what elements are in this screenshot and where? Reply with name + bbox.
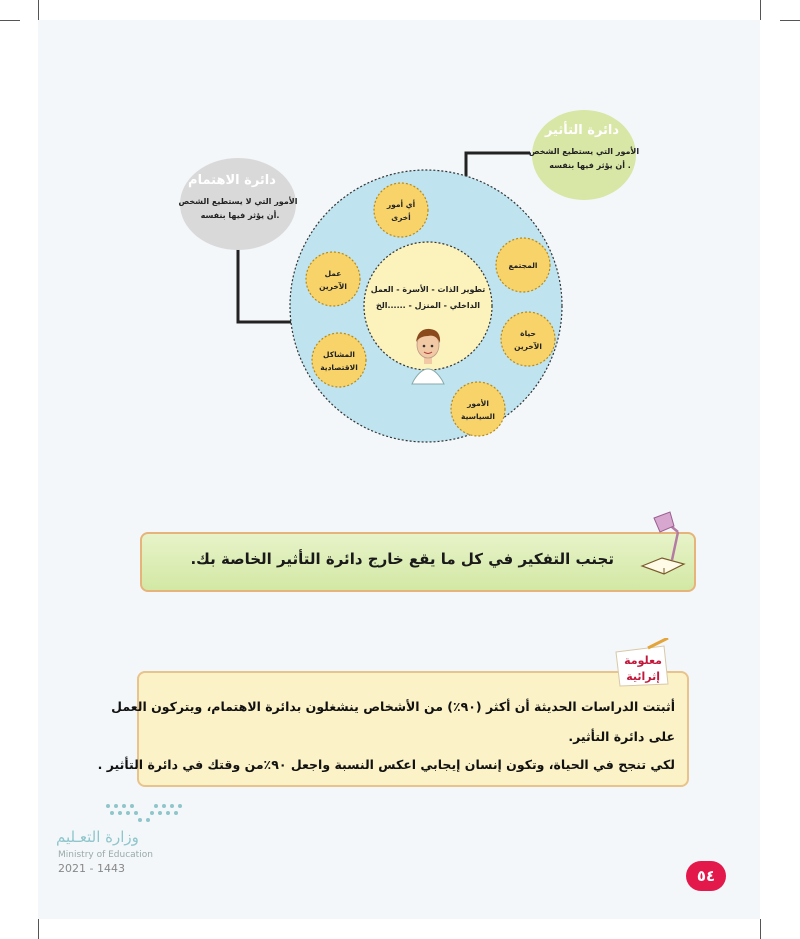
circle-economic-problems [312,333,366,387]
info-box [97,671,689,787]
circle-label: الأمور [467,399,489,408]
circle-label: عمل [324,269,342,278]
influence-title: دائرة التأثير [544,123,620,138]
concern-title: دائرة الاهتمام [188,173,276,188]
center-line2: الداخلي - المنزل - ......الخ [375,301,481,310]
tip-text: تجنب التفكير في كل ما يقع خارج دائرة التأثير الخاصة بك. [190,550,614,568]
ministry-year: 2021 - 1443 [58,862,125,875]
ministry-logo [42,800,202,890]
circle-label: المشاكل [323,350,355,359]
tip-banner [140,532,696,592]
influence-line1: الأمور التي يستطيع الشخص [528,147,640,156]
tag-line-1: معلومة [624,654,662,667]
circle-label: المجتمع [508,261,538,270]
logo-dots-icon [100,800,200,826]
circle-label: أخرى [391,213,411,222]
circle-label: حياة [520,329,536,338]
center-line1: تطوير الذات - الأسرة - العمل [370,285,486,294]
circle-label: الآخرين [319,282,347,291]
lamp-book-icon [632,508,702,578]
tag-line-2: إثرائية [626,670,660,683]
circle-label: السياسية [461,412,495,421]
circle-label: الآخرين [514,342,542,351]
page-number: ٥٤ [686,861,726,891]
info-line-3: لكي تنجح في الحياة، وتكون إنسان إيجابي اعكس النسبة واجعل ٩٠٪من وقتك في دائرة التأثير . [97,757,675,772]
crop-mark [38,919,39,939]
circle-politics [451,382,505,436]
circle-others-work [306,252,360,306]
circle-label: الاقتصادية [320,363,358,372]
concern-line2: أن يؤثر فيها بنفسه. [200,211,280,220]
info-line-2: على دائرة التأثير. [568,729,675,744]
influence-line2: أن يؤثر فيها بنفسه . [549,161,631,170]
circle-label: أي أمور [386,200,416,209]
circle-others-life [501,312,555,366]
info-line-1: أثبتت الدراسات الحديثة أن أكثر (٩٠٪) من الأشخاص ينشغلون بدائرة الاهتمام، ويتركون العمل [111,699,675,714]
concern-line1: الأمور التي لا يستطيع الشخص [178,197,298,206]
enrichment-tag [612,638,672,688]
ministry-name-ar: وزارة التعـليم [56,828,139,846]
circle-other-matters [374,183,428,237]
ministry-name-en: Ministry of Education [58,850,153,860]
crop-mark [760,919,761,939]
